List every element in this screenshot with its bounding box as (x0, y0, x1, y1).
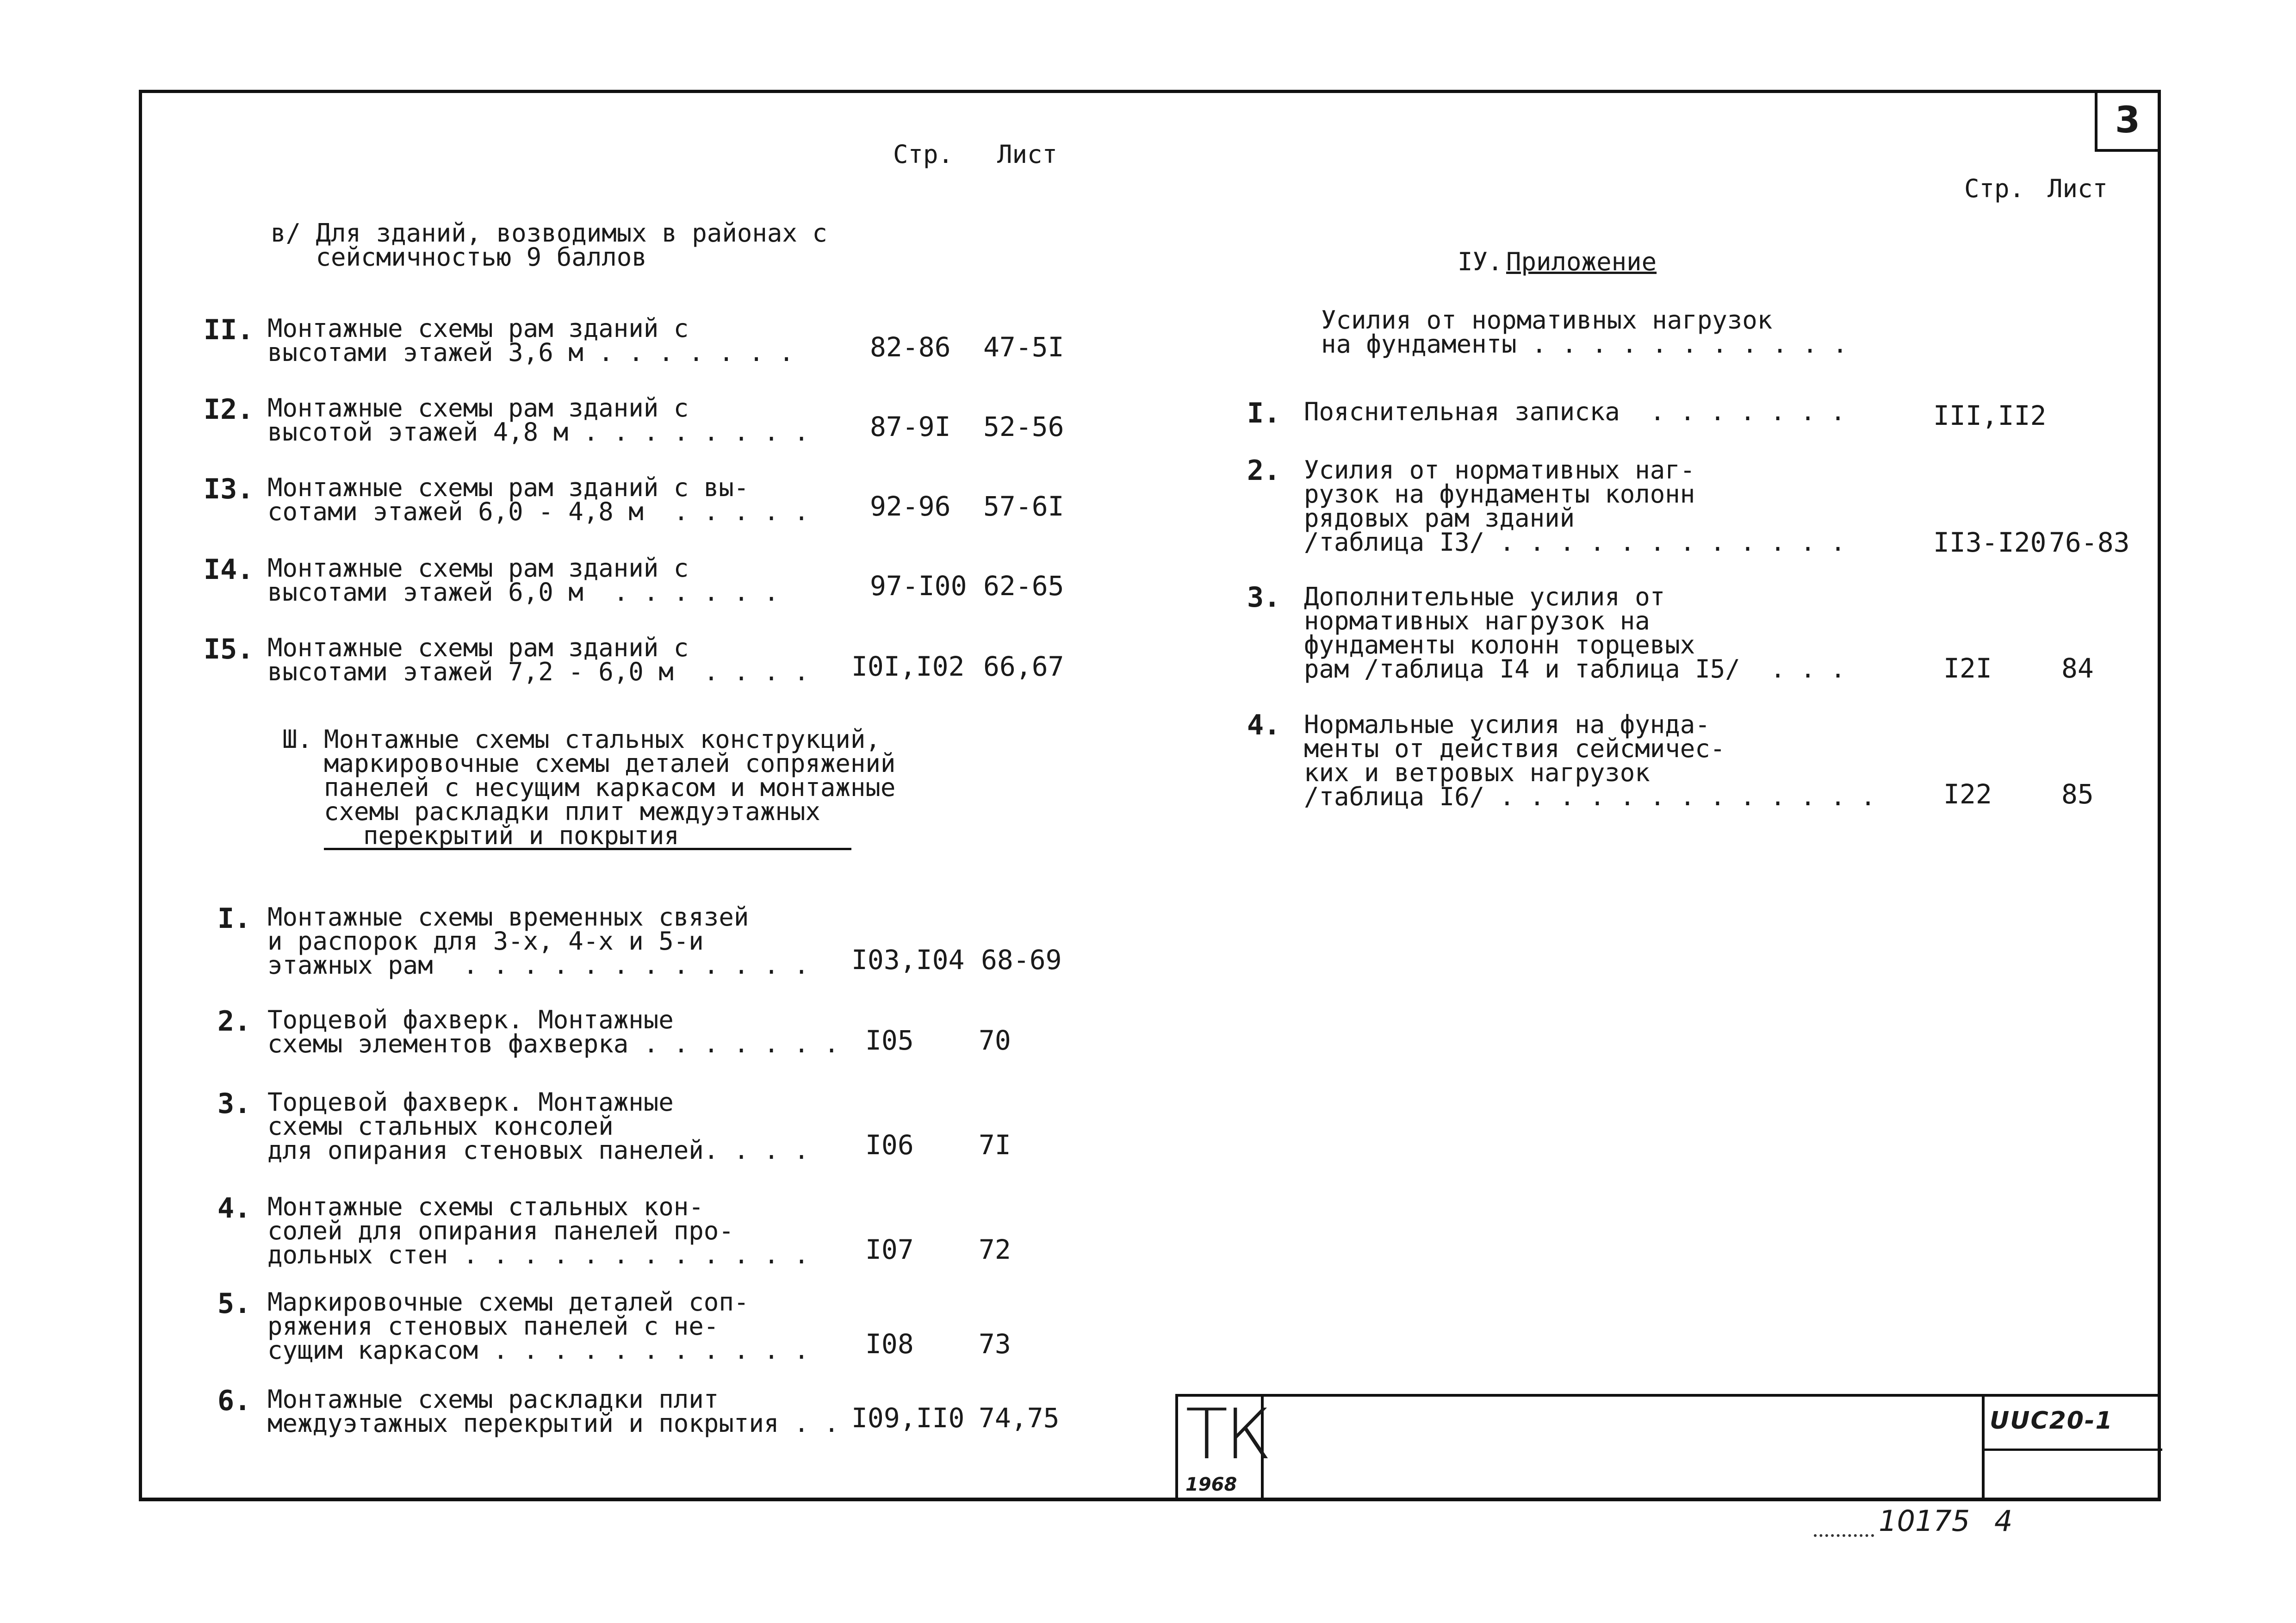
section4-item-num: 4. (1247, 709, 1281, 741)
section3-item-str: I06 (865, 1129, 914, 1161)
section3-item-num: 3. (217, 1088, 251, 1120)
section3-item-str: I07 (865, 1234, 914, 1265)
section3-underline (324, 848, 851, 850)
stamp-divider (1982, 1449, 2162, 1451)
left-subheading: в/ Для зданий, возводимых в районах с сейсмичностью 9 баллов (271, 218, 827, 272)
section3-last-line: перекрытий и покрытия (363, 821, 679, 850)
archive-number: 10175 (1879, 1504, 1970, 1538)
section3-item-text: Торцевой фахверк. Монтажные схемы стальных консолей для опирания стеновых панелей. . . . (267, 1088, 809, 1165)
section3-item-text: Торцевой фахверк. Монтажные схемы элементов фахверка . . . . . . . (267, 1005, 839, 1058)
section3-item-str: I08 (865, 1328, 914, 1360)
left-item-list: 52-56 (983, 411, 1064, 442)
section4-item-list: 76-83 (2049, 527, 2130, 558)
section4-item-text: Пояснительная записка . . . . . . . (1304, 397, 1846, 426)
left-item-num: I4. (204, 553, 254, 586)
section4-subheading: Усилия от нормативных нагрузок на фундаменты . . . . . . . . . . . (1321, 305, 1848, 359)
section3-item-num: 4. (217, 1192, 251, 1225)
left-item-list: 57-6I (983, 491, 1064, 522)
section4-numeral: IУ. (1458, 247, 1503, 276)
section4-item-list: 85 (2061, 778, 2094, 810)
left-item-list: 62-65 (983, 570, 1064, 602)
section4-item-num: I. (1247, 397, 1281, 429)
section3-item-num: 5. (217, 1287, 251, 1320)
left-item-num: I5. (204, 633, 254, 665)
left-item-num: I2. (204, 393, 254, 426)
section4-item-text: Нормальные усилия на фунда- менты от действия сейсмичес- ких и ветровых нагрузок /таблица I6/ . . . . . . . . . . . . . (1304, 710, 1876, 811)
left-item-text: Монтажные схемы рам зданий с высотами этажей 6,0 м . . . . . . (267, 553, 779, 607)
section3-item-str: I09,II0 (851, 1402, 965, 1434)
archive-sheet: 4 (1994, 1504, 2013, 1538)
sheet-number: 3 (2095, 92, 2158, 152)
left-header-list: Лист (997, 140, 1058, 169)
section4-item-list: 84 (2061, 653, 2094, 684)
right-header-str: Стр. (1964, 174, 2025, 203)
section3-item-text: Монтажные схемы временных связей и распорок для 3-х, 4-х и 5-и этажных рам . . . . . . . . . . . . (267, 902, 809, 980)
left-header-str: Стр. (893, 140, 954, 169)
section3-item-list: 68-69 (981, 944, 1062, 976)
archive-stamp-mark (1814, 1516, 1874, 1537)
left-item-str: I0I,I02 (851, 651, 965, 682)
tk-logo-letters: ТК (1185, 1394, 1269, 1475)
left-item-str: 87-9I (870, 411, 951, 442)
section3-item-list: 74,75 (979, 1402, 1060, 1434)
left-item-list: 47-5I (983, 331, 1064, 363)
left-item-text: Монтажные схемы рам зданий с высотой этажей 4,8 м . . . . . . . . (267, 393, 809, 447)
left-item-list: 66,67 (983, 651, 1064, 682)
section3-item-list: 73 (979, 1328, 1011, 1360)
section4-item-str: III,II2 (1933, 400, 2047, 431)
section4-item-str: I2I (1943, 653, 1992, 684)
section3-item-text: Монтажные схемы раскладки плит междуэтажных перекрытий и покрытия . . (267, 1385, 839, 1438)
left-item-text: Монтажные схемы рам зданий с высотами этажей 3,6 м . . . . . . . (267, 314, 794, 367)
section4-item-str: II3-I20 (1933, 527, 2047, 558)
stamp-divider (1982, 1394, 1985, 1501)
section3-item-text: Маркировочные схемы деталей соп- ряжения стеновых панелей с не- сущим каркасом . . . . . . . . . . . (267, 1287, 809, 1365)
stamp-divider (1175, 1394, 1178, 1501)
section4-item-text: Усилия от нормативных наг- рузок на фундаменты колонн рядовых рам зданий /таблица I3/ . . . . . . . . . . . . (1304, 455, 1846, 557)
left-item-str: 92-96 (870, 491, 951, 522)
left-item-str: 82-86 (870, 331, 951, 363)
section3-item-num: 2. (217, 1005, 251, 1038)
section3-text: Монтажные схемы стальных конструкций, маркировочные схемы деталей сопряжений панелей с несущим каркасом и монтажные схемы раскладки плит междуэтажных (324, 725, 896, 826)
left-item-num: II. (204, 314, 254, 346)
left-item-num: I3. (204, 473, 254, 505)
section3-item-text: Монтажные схемы стальных кон- солей для опирания панелей про- дольных стен . . . . . . . . . . . . (267, 1192, 809, 1269)
section3-item-str: I03,I04 (851, 944, 965, 976)
section3-item-num: I. (217, 902, 251, 935)
left-item-str: 97-I00 (870, 570, 967, 602)
section3-item-list: 72 (979, 1234, 1011, 1265)
left-item-text: Монтажные схемы рам зданий с вы- сотами этажей 6,0 - 4,8 м . . . . . (267, 473, 809, 526)
section3-item-list: 70 (979, 1025, 1011, 1056)
section4-item-num: 3. (1247, 581, 1281, 614)
stamp-border (1175, 1394, 2161, 1397)
section3-numeral: Ш. (282, 725, 313, 754)
section4-title: Приложение (1506, 247, 1657, 276)
tk-logo (1181, 1394, 1269, 1497)
section4-item-text: Дополнительные усилия от нормативных нагрузок на фундаменты колонн торцевых рам /таблица I4 и таблица I5/ . . . (1304, 582, 1846, 684)
tk-logo-year: 1968 (1185, 1474, 1237, 1495)
section3-item-num: 6. (217, 1385, 251, 1417)
left-item-text: Монтажные схемы рам зданий с высотами этажей 7,2 - 6,0 м . . . . (267, 633, 809, 686)
section3-item-list: 7I (979, 1129, 1011, 1161)
document-code: UUC20-1 (1990, 1407, 2113, 1435)
section4-item-str: I22 (1943, 778, 1992, 810)
section3-item-str: I05 (865, 1025, 914, 1056)
right-header-list: Лист (2048, 174, 2108, 203)
section4-item-num: 2. (1247, 454, 1281, 487)
